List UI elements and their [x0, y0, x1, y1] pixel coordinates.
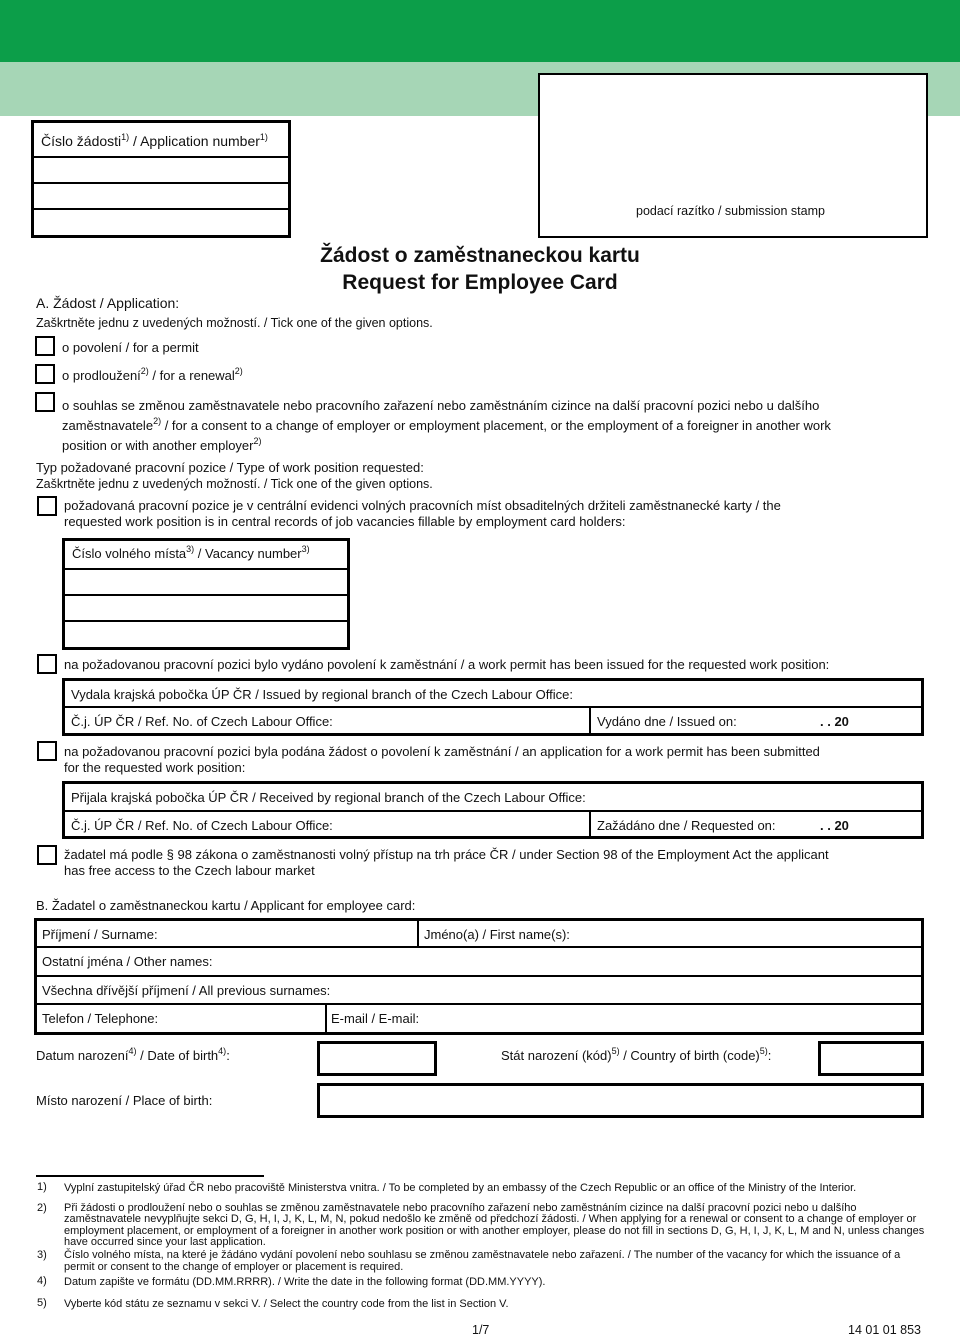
footnote-4-text: Datum zapište ve formátu (DD.MM.RRRR). / Write the date in the following format (DD.MM.YYYY). — [64, 1276, 546, 1288]
option-consent-label: o souhlas se změnou zaměstnavatele nebo pracovního zařazení nebo zaměstnáním cizince na další pracovní pozici nebo u dalšího zaměstnavatele$^{2)}$ / for a consent to a change of employer or employment placement, or the employment of a foreigner in another work position or with another employer$^{2)}$ — [62, 398, 831, 453]
checkbox-free-access[interactable] — [37, 845, 57, 865]
issued-branch-label: Vydala krajská pobočka ÚP ČR / Issued by regional branch of the Czech Labour Office: — [71, 687, 573, 702]
vacancy-number-label: Číslo volného místa$^{3)}$ / Vacancy number$^{3)}$ — [72, 544, 310, 561]
telephone-field[interactable]: Telefon / Telephone: — [42, 1011, 159, 1026]
first-name-field[interactable]: Jméno(a) / First name(s): — [424, 927, 570, 942]
stamp-label: podací razítko / submission stamp — [636, 204, 825, 218]
submitted-column-divider — [589, 810, 591, 836]
section-a-instruction: Zaškrtněte jednu z uvedených možností. / Tick one of the given options. — [36, 316, 433, 330]
footnote-separator — [36, 1175, 264, 1177]
place-of-birth-label: Místo narození / Place of birth: — [36, 1093, 213, 1108]
email-field[interactable]: E-mail / E-mail: — [331, 1011, 420, 1026]
submitted-divider — [65, 810, 921, 812]
footnote-5-text: Vyberte kód státu ze seznamu v sekci V. / Select the country code from the list in Section V. — [64, 1298, 509, 1310]
option-permit-label: o povolení / for a permit — [62, 340, 199, 355]
other-names-field[interactable]: Ostatní jména / Other names: — [42, 954, 213, 969]
issued-ref-no-label: Č.j. ÚP ČR / Ref. No. of Czech Labour Office: — [71, 714, 333, 729]
section-b-heading-text: B. Žadatel o zaměstnaneckou kartu / Applicant for employee card: — [36, 898, 416, 913]
checkbox-permit[interactable] — [35, 336, 55, 356]
submitted-ref-no-label: Č.j. ÚP ČR / Ref. No. of Czech Labour Office: — [71, 818, 333, 833]
option-application-submitted-label: na požadovanou pracovní pozici byla podána žádost o povolení k zaměstnání / an application for a work permit has been submitted for the requested work position: — [64, 744, 820, 775]
footnote-2-text: Při žádosti o prodloužení nebo o souhlas se změnou zaměstnavatele nebo pracovního zařazení nebo zaměstnáním cizince na další pracovní pozici nebo u dalšího zaměstnavatele nevyplňujte sekci D, G, H, I, J, K, L, M, N, pokud nedošlo ke změně od předchozí žádosti. / When applying for a renewal or consent to a change of employer or employment placement, or employment of a foreigner in another work position or with another employer, please do not fill in sections D, G, H, I, J, K, L, M and N, unless changes have occurred since your last application. — [64, 1202, 925, 1248]
applicant-divider-3 — [37, 1003, 921, 1005]
option-renewal-label: o prodloužení$^{2)}$ / for a renewal$^{2)}$ — [62, 366, 243, 383]
footnote-5-number: 5) — [37, 1297, 47, 1309]
header-band-dark — [0, 0, 960, 62]
checkbox-permit-issued[interactable] — [37, 654, 57, 674]
applicant-divider-1 — [37, 946, 921, 948]
checkbox-consent[interactable] — [35, 392, 55, 412]
country-of-birth-input[interactable] — [818, 1041, 924, 1076]
issued-on-date[interactable]: . . 20 — [820, 714, 849, 729]
surname-name-divider — [417, 921, 419, 946]
issued-column-divider — [589, 706, 591, 733]
surname-field[interactable]: Příjmení / Surname: — [42, 927, 158, 942]
position-type-label: Typ požadované pracovní pozice / Type of work position requested: — [36, 460, 424, 475]
section-b-heading — [36, 898, 415, 914]
section-a-heading — [36, 295, 179, 312]
page-number: 1/7 — [472, 1323, 490, 1337]
received-branch-label: Přijala krajská pobočka ÚP ČR / Received by regional branch of the Czech Labour Office: — [71, 790, 586, 805]
date-of-birth-label: Datum narození$^{4)}$ / Date of birth$^{4)}$: — [36, 1046, 230, 1063]
country-of-birth-label: Stát narození (kód)$^{5)}$ / Country of birth (code)$^{5)}$: — [501, 1046, 772, 1063]
checkbox-central-records[interactable] — [37, 496, 57, 516]
previous-surnames-field[interactable]: Všechna dřívější příjmení / All previous surnames: — [42, 983, 331, 998]
section-a-heading-text: A. Žádost / Application: — [36, 295, 180, 311]
option-free-access-label: žadatel má podle § 98 zákona o zaměstnanosti volný přístup na trh práce ČR / under Section 98 of the Employment Act the applicant has free access to the Czech labour market — [64, 847, 829, 878]
app-number-divider-3 — [34, 208, 288, 210]
checkbox-application-submitted[interactable] — [37, 741, 57, 761]
checkbox-renewal[interactable] — [35, 364, 55, 384]
phone-email-divider — [325, 1003, 327, 1032]
applicant-divider-2 — [37, 975, 921, 977]
option-central-records-label: požadovaná pracovní pozice je v centrální evidenci volných pracovních míst obsaditelných držiteli zaměstnanecké karty / the requested work position is in central records of job vacancies fillable by employment card holders: — [64, 498, 781, 529]
title-en: Request for Employee Card — [342, 271, 618, 294]
footnote-3-number: 3) — [37, 1249, 47, 1261]
requested-on-label: Zažádáno dne / Requested on: — [597, 818, 776, 833]
footnote-4-number: 4) — [37, 1275, 47, 1287]
app-number-divider-2 — [34, 182, 288, 184]
place-of-birth-input[interactable] — [317, 1083, 924, 1118]
issued-on-label: Vydáno dne / Issued on: — [597, 714, 737, 729]
issued-divider — [65, 706, 921, 708]
vacancy-divider-1 — [65, 568, 347, 570]
position-type-instruction: Zaškrtněte jednu z uvedených možností. / Tick one of the given options. — [36, 477, 433, 491]
title-cz: Žádost o zaměstnaneckou kartu — [320, 244, 640, 267]
footnote-2-number: 2) — [37, 1202, 47, 1214]
app-number-divider-1 — [34, 156, 288, 158]
footnote-3-text: Číslo volného místa, na které je žádáno vydání povolení nebo souhlasu se změnou zaměstnavatele nebo zařazení. / The number of the vacancy for which the issuance of a permit or consent to the change of employer or placement is required. — [64, 1249, 901, 1273]
footnote-1-text: Vyplní zastupitelský úřad ČR nebo pracoviště Ministerstva vnitra. / To be completed by an embassy of the Czech Republic or an office of the Ministry of the Interior. — [64, 1182, 857, 1194]
vacancy-divider-2 — [65, 594, 347, 596]
footnote-1-number: 1) — [37, 1181, 47, 1193]
requested-on-date[interactable]: . . 20 — [820, 818, 849, 833]
vacancy-divider-3 — [65, 620, 347, 622]
date-of-birth-input[interactable] — [317, 1041, 437, 1076]
application-number-label: Číslo žádosti$^{1)}$ / Application number$^{1)}$ — [41, 132, 268, 149]
form-code: 14 01 01 853 — [848, 1323, 921, 1337]
option-permit-issued-label: na požadovanou pracovní pozici bylo vydáno povolení k zaměstnání / a work permit has been issued for the requested work position: — [64, 657, 830, 672]
